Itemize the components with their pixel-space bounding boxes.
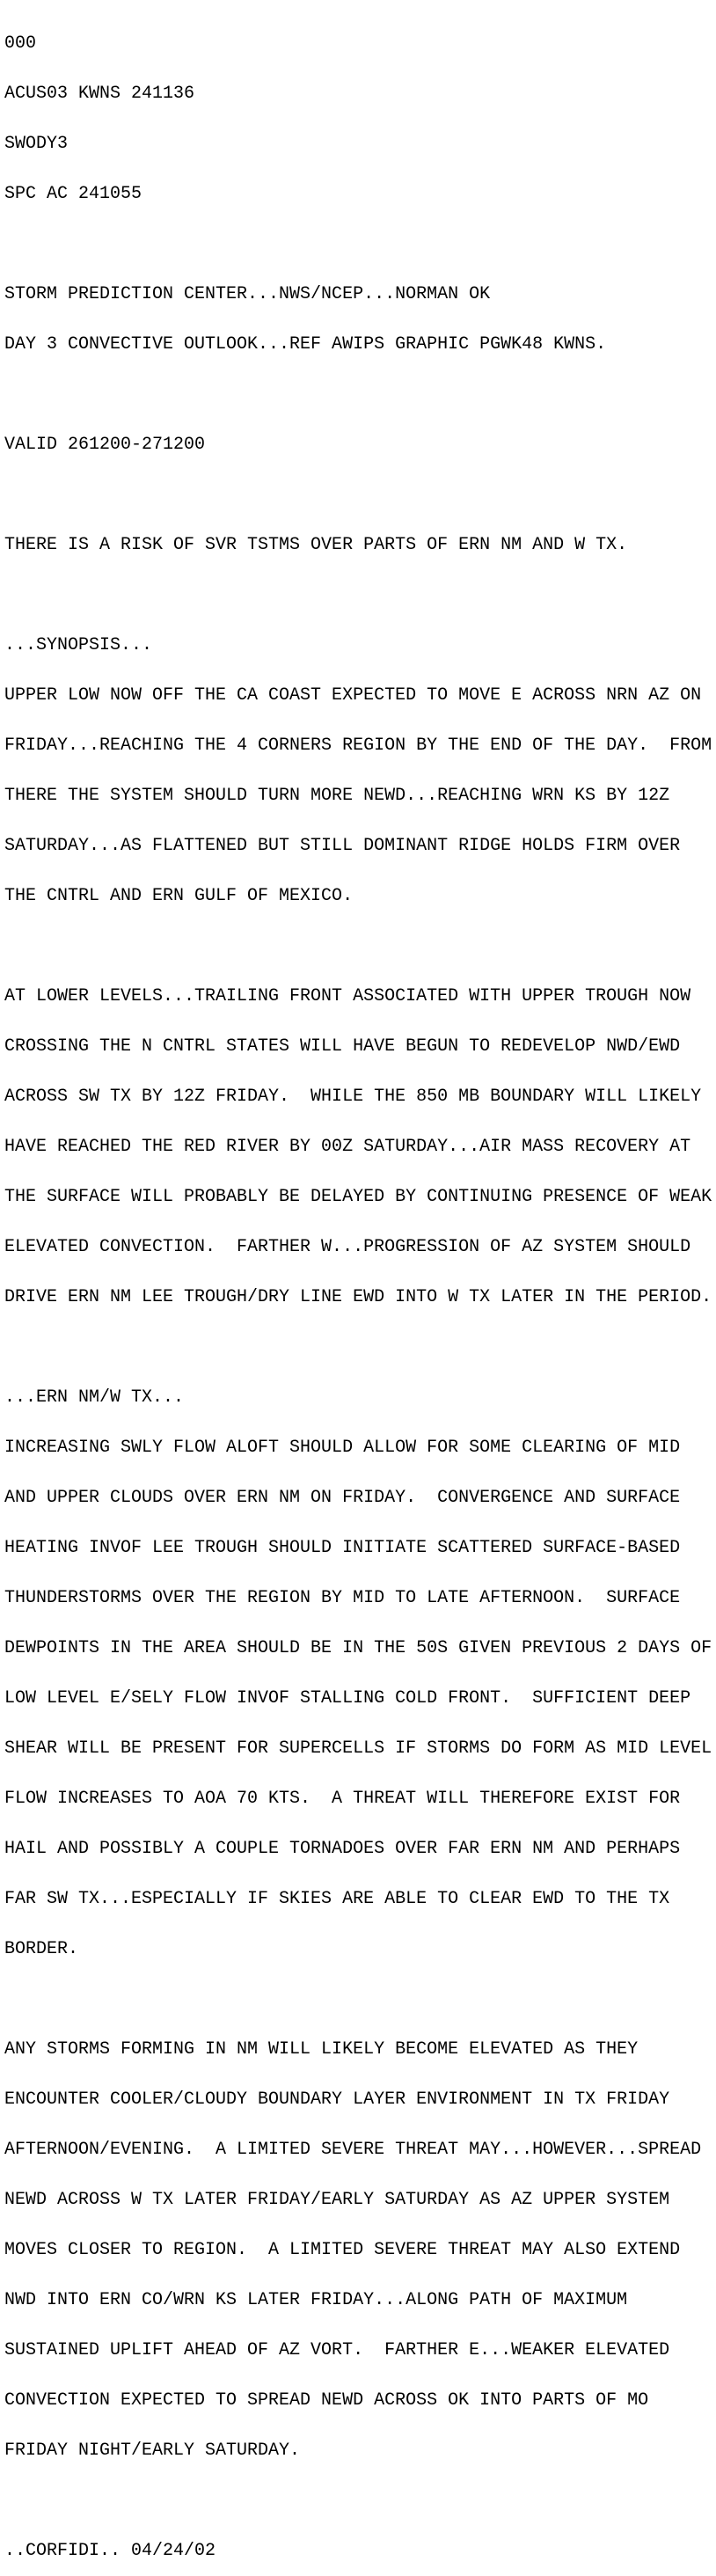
synopsis-text-line: UPPER LOW NOW OFF THE CA COAST EXPECTED TO MOVE E ACROSS NRN AZ ON <box>4 685 702 706</box>
region-text-line: INCREASING SWLY FLOW ALOFT SHOULD ALLOW FOR SOME CLEARING OF MID <box>4 1438 681 1458</box>
issuance-line: SPC AC 241055 <box>4 184 142 204</box>
lower-levels-text-line: DRIVE ERN NM LEE TROUGH/DRY LINE EWD INTO W TX LATER IN THE PERIOD. <box>4 1287 712 1307</box>
region-text-line: SHEAR WILL BE PRESENT FOR SUPERCELLS IF STORMS DO FORM AS MID LEVEL <box>4 1738 712 1759</box>
lower-levels-text-line: THE SURFACE WILL PROBABLY BE DELAYED BY CONTINUING PRESENCE OF WEAK <box>4 1187 712 1207</box>
elevated-storms-text-line: CONVECTION EXPECTED TO SPREAD NEWD ACROSS OK INTO PARTS OF MO <box>4 2390 649 2411</box>
valid-period-line: VALID 261200-271200 <box>4 435 206 455</box>
blank-line <box>4 236 716 252</box>
elevated-storms-text-line: NEWD ACROSS W TX LATER FRIDAY/EARLY SATURDAY AS AZ UPPER SYSTEM <box>4 2190 670 2210</box>
blank-line <box>4 1991 716 2008</box>
lower-levels-text-line: ACROSS SW TX BY 12Z FRIDAY. WHILE THE 850 MB BOUNDARY WILL LIKELY <box>4 1087 702 1107</box>
elevated-storms-text-line: FRIDAY NIGHT/EARLY SATURDAY. <box>4 2441 301 2461</box>
office-line: STORM PREDICTION CENTER...NWS/NCEP...NORMAN OK <box>4 284 491 304</box>
wmo-header-line: ACUS03 KWNS 241136 <box>4 84 195 104</box>
region-text-line: BORDER. <box>4 1939 79 1959</box>
elevated-storms-text-line: AFTERNOON/EVENING. A LIMITED SEVERE THREAT MAY...HOWEVER...SPREAD <box>4 2140 702 2160</box>
region-text-line: FAR SW TX...ESPECIALLY IF SKIES ARE ABLE TO CLEAR EWD TO THE TX <box>4 1889 670 1909</box>
region-text-line: HAIL AND POSSIBLY A COUPLE TORNADOES OVER FAR ERN NM AND PERHAPS <box>4 1839 681 1859</box>
region-text-line: LOW LEVEL E/SELY FLOW INVOF STALLING COLD FRONT. SUFFICIENT DEEP <box>4 1688 691 1709</box>
lower-levels-text-line: CROSSING THE N CNTRL STATES WILL HAVE BEGUN TO REDEVELOP NWD/EWD <box>4 1036 681 1057</box>
lower-levels-text-line: AT LOWER LEVELS...TRAILING FRONT ASSOCIATED WITH UPPER TROUGH NOW <box>4 986 691 1006</box>
synopsis-heading: ...SYNOPSIS... <box>4 635 153 655</box>
region-text-line: FLOW INCREASES TO AOA 70 KTS. A THREAT WILL THEREFORE EXIST FOR <box>4 1789 681 1809</box>
lower-levels-text-line: HAVE REACHED THE RED RIVER BY 00Z SATURDAY...AIR MASS RECOVERY AT <box>4 1137 691 1157</box>
blank-line <box>4 938 716 955</box>
risk-summary-line: THERE IS A RISK OF SVR TSTMS OVER PARTS OF ERN NM AND W TX. <box>4 535 628 555</box>
elevated-storms-text-line: MOVES CLOSER TO REGION. A LIMITED SEVERE THREAT MAY ALSO EXTEND <box>4 2240 681 2260</box>
blank-line <box>4 386 716 403</box>
elevated-storms-text-line: NWD INTO ERN CO/WRN KS LATER FRIDAY...ALONG PATH OF MAXIMUM <box>4 2290 628 2310</box>
region-text-line: AND UPPER CLOUDS OVER ERN NM ON FRIDAY. CONVERGENCE AND SURFACE <box>4 1488 681 1508</box>
elevated-storms-text-line: ENCOUNTER COOLER/CLOUDY BOUNDARY LAYER ENVIRONMENT IN TX FRIDAY <box>4 2089 670 2110</box>
region-text-line: HEATING INVOF LEE TROUGH SHOULD INITIATE SCATTERED SURFACE-BASED <box>4 1538 681 1558</box>
synopsis-text-line: FRIDAY...REACHING THE 4 CORNERS REGION BY THE END OF THE DAY. FROM <box>4 735 712 756</box>
blank-line <box>4 487 716 503</box>
region-heading: ...ERN NM/W TX... <box>4 1387 185 1408</box>
elevated-storms-text-line: ANY STORMS FORMING IN NM WILL LIKELY BECOME ELEVATED AS THEY <box>4 2039 639 2060</box>
lower-levels-text-line: ELEVATED CONVECTION. FARTHER W...PROGRESSION OF AZ SYSTEM SHOULD <box>4 1237 691 1257</box>
outlook-title-line: DAY 3 CONVECTIVE OUTLOOK...REF AWIPS GRAPHIC PGWK48 KWNS. <box>4 334 607 355</box>
blank-line <box>4 1339 716 1356</box>
elevated-storms-text-line: SUSTAINED UPLIFT AHEAD OF AZ VORT. FARTHER E...WEAKER ELEVATED <box>4 2340 670 2360</box>
region-text-line: DEWPOINTS IN THE AREA SHOULD BE IN THE 50S GIVEN PREVIOUS 2 DAYS OF <box>4 1638 712 1658</box>
synopsis-text-line: THERE THE SYSTEM SHOULD TURN MORE NEWD...REACHING WRN KS BY 12Z <box>4 786 670 806</box>
awips-id-line: SWODY3 <box>4 134 69 154</box>
blank-line <box>4 2492 716 2509</box>
synopsis-text-line: THE CNTRL AND ERN GULF OF MEXICO. <box>4 886 354 906</box>
synopsis-text-line: SATURDAY...AS FLATTENED BUT STILL DOMINANT RIDGE HOLDS FIRM OVER <box>4 836 681 856</box>
blank-line <box>4 587 716 604</box>
product-code-line: 000 <box>4 33 37 54</box>
forecaster-signature-line: ..CORFIDI.. 04/24/02 <box>4 2541 216 2561</box>
region-text-line: THUNDERSTORMS OVER THE REGION BY MID TO LATE AFTERNOON. SURFACE <box>4 1588 681 1608</box>
